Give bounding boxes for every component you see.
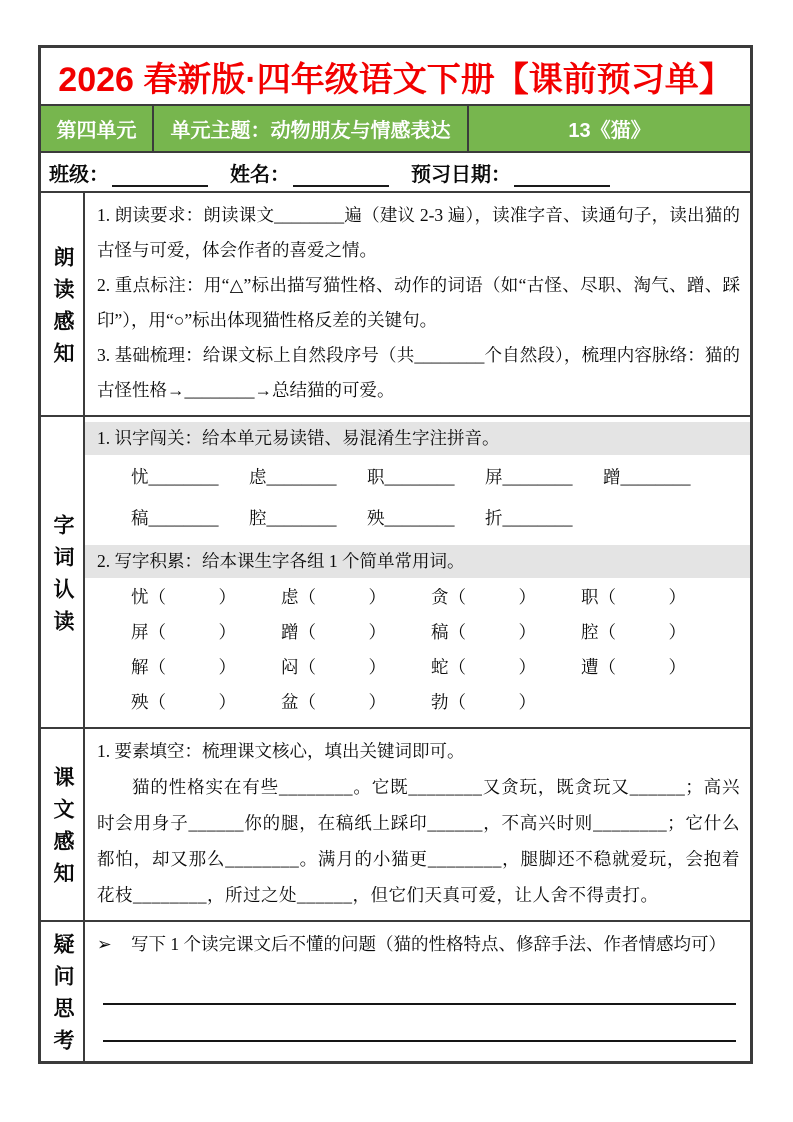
section-reading-perception (41, 193, 750, 417)
fill-in-paragraph: 猫的性格实在有些________。它既________又贪玩，既贪玩又______；高兴时会用身子______你的腿，在稿纸上踩印______，不高兴时则________；它什么都怕，却又那么________。满月的小猫更________，腿脚还不稳就爱玩，会抱着花枝________，所过之处______，但它们天真可爱，让人舍不得责打。 (97, 777, 740, 905)
word-formation-row (97, 615, 740, 650)
word-item: 腔（ ） (581, 622, 686, 642)
date-field (411, 158, 610, 187)
section-content (85, 729, 750, 920)
section-label-cell (41, 193, 85, 415)
section-label-cell (41, 729, 85, 920)
pinyin-item: 折________ (485, 508, 573, 528)
name-field (230, 158, 389, 187)
question-prompt-line (97, 927, 740, 962)
reading-item-3: 3. 基础梳理：给课文标上自然段序号（共________个自然段），梳理内容脉络：猫的古怪性格→________→总结猫的可爱。 (97, 345, 740, 400)
pinyin-practice-row (97, 498, 740, 539)
word-item: 稿（ ） (431, 622, 536, 642)
word-item: 解（ ） (131, 657, 236, 677)
student-info-row (41, 153, 750, 193)
word-item: 蹭（ ） (281, 622, 386, 642)
class-field-label: 班级： (49, 163, 109, 186)
word-item: 虑（ ） (281, 587, 386, 607)
word-item: 勃（ ） (431, 692, 536, 712)
fill-in-heading: 1. 要素填空：梳理课文核心，填出关键词即可。 (97, 741, 465, 761)
pinyin-item: 忧________ (131, 467, 219, 487)
word-item: 职（ ） (581, 587, 686, 607)
worksheet-title: 2026 春新版·四年级语文下册【课前预习单】 (58, 60, 733, 99)
pinyin-practice-row (97, 457, 740, 498)
section-word-recognition (41, 417, 750, 729)
class-field (49, 158, 208, 187)
section-content (85, 922, 750, 1061)
pinyin-item: 稿________ (131, 508, 219, 528)
unit-info-bar (41, 106, 750, 153)
class-blank-line (112, 163, 208, 187)
word-item: 遭（ ） (581, 657, 686, 677)
word-formation-row (97, 650, 740, 685)
section-label: 朗读感知 (51, 245, 74, 374)
answer-line-2 (103, 1005, 736, 1042)
pinyin-item: 蹭________ (603, 467, 691, 487)
reading-item-1: 1. 朗读要求：朗读课文________遍（建议 2-3 遍），读准字音、读通句子，读出猫的古怪与可爱，体会作者的喜爱之情。 (97, 205, 740, 260)
arrow-bullet-icon: ➢ (97, 934, 112, 954)
writing-task-heading: 2. 写字积累：给本课生字各组 1 个简单常用词。 (85, 545, 750, 578)
section-text-comprehension (41, 729, 750, 922)
unit-theme: 单元主题：动物朋友与情感表达 (154, 106, 469, 151)
word-item: 屏（ ） (131, 622, 236, 642)
date-blank-line (514, 163, 610, 187)
word-formation-row (97, 685, 740, 720)
pinyin-item: 殃________ (367, 508, 455, 528)
name-blank-line (293, 163, 389, 187)
title-row (41, 48, 750, 106)
question-prompt: 写下 1 个读完课文后不懂的问题（猫的性格特点、修辞手法、作者情感均可） (131, 934, 726, 954)
prestudy-worksheet (38, 45, 753, 1064)
section-label: 课文感知 (51, 766, 74, 894)
reading-item-2: 2. 重点标注：用“△”标出描写猫性格、动作的词语（如“古怪、尽职、淘气、蹭、踩印”），用“○”标出体现猫性格反差的关键句。 (97, 275, 740, 330)
date-field-label: 预习日期： (411, 163, 511, 186)
word-item: 忧（ ） (131, 587, 236, 607)
section-label: 疑问思考 (51, 933, 74, 1061)
word-item: 殃（ ） (131, 692, 236, 712)
word-formation-row (97, 580, 740, 615)
section-label-cell (41, 417, 85, 727)
section-content (85, 417, 750, 727)
word-item: 盆（ ） (281, 692, 386, 712)
word-item: 贪（ ） (431, 587, 536, 607)
pinyin-item: 职________ (367, 467, 455, 487)
word-item: 蛇（ ） (431, 657, 536, 677)
section-content (85, 193, 750, 415)
pinyin-item: 虑________ (249, 467, 337, 487)
section-question-thinking (41, 922, 750, 1061)
answer-line-1 (103, 968, 736, 1005)
lesson-title: 13《猫》 (568, 120, 651, 142)
unit-number: 第四单元 (41, 106, 154, 151)
pinyin-item: 屏________ (485, 467, 573, 487)
name-field-label: 姓名： (230, 163, 290, 186)
pinyin-item: 腔________ (249, 508, 337, 528)
word-item: 闷（ ） (281, 657, 386, 677)
literacy-task-heading: 1. 识字闯关：给本单元易读错、易混淆生字注拼音。 (85, 422, 750, 455)
section-label-cell (41, 922, 85, 1061)
section-label: 字词认读 (51, 513, 74, 642)
